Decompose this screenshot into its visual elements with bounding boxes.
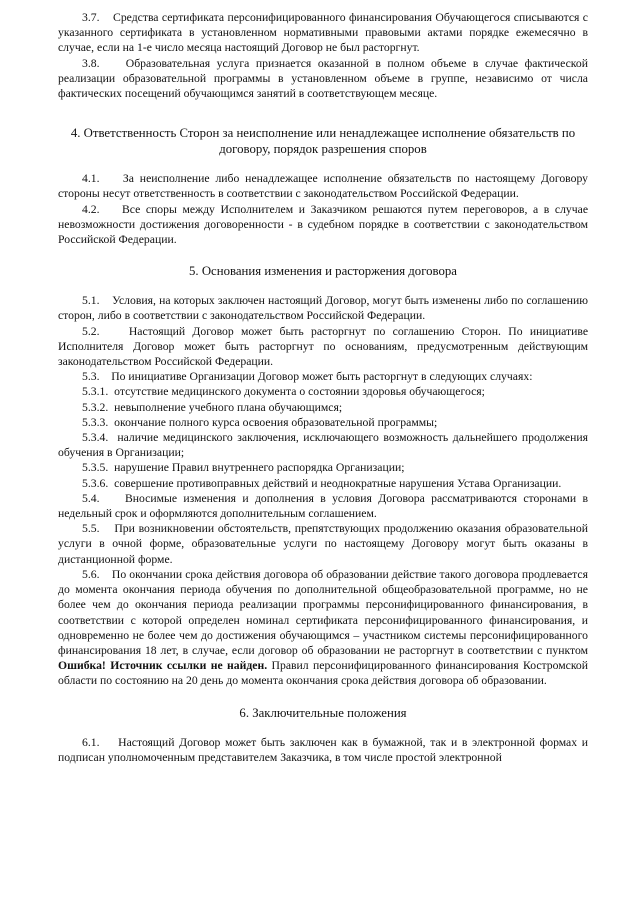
clause-5-3-3: 5.3.3. окончание полного курса освоения образовательной программы; — [82, 415, 438, 429]
clause-5-3-1: 5.3.1. отсутствие медицинского документа о состоянии здоровья обучающегося; — [82, 385, 485, 399]
clause-5-3-2: 5.3.2. невыполнение учебного плана обучающимся; — [82, 400, 343, 414]
clause-4-2: 4.2. Все споры между Исполнителем и Заказчиком решаются путем переговоров, а в случае невозможности достижения договоренности - в судебном порядке в соответствии с законодательством Российской Федерации. — [58, 202, 589, 247]
clause-5-4: 5.4. Вносимые изменения и дополнения в условия Договора рассматриваются сторонами в недельный срок и оформляются дополнительным соглашением. — [58, 491, 588, 521]
clause-5-5: 5.5. При возникновении обстоятельств, препятствующих продолжению оказания образовательной услуги в очной форме, образовательные услуги по настоящему Договору могут быть оказаны в дистанционной форме. — [58, 522, 589, 566]
clause-3-8: 3.8. Образовательная услуга признается оказанной в полном объеме в случае фактической реализации образовательной программы в установленном объеме в группе, независимо от числа фактических посещений обучающимся занятий в соответствующем месяце. — [58, 56, 588, 101]
document-page — [58, 10, 588, 765]
clause-5-2: 5.2. Настоящий Договор может быть расторгнут по соглашению Сторон. По инициативе Исполнителя Договор может быть расторгнут по основаниям, предусмотренным действующим законодательством Российской Федерации. — [58, 324, 589, 369]
section-5-heading: 5. Основания изменения и расторжения договора — [189, 264, 457, 279]
clause-3-7: 3.7. Средства сертификата персонифицированного финансирования Обучающегося списываются с указанного сертификата в установленном нормативными правовыми актами порядке ежемесячно в случае, если на 1-е число месяца настоящий Договор не был расторгнут. — [58, 11, 588, 55]
clause-5-3-4: 5.3.4. наличие медицинского заключения, исключающего возможность дальнейшего продолжения обучения в Организации; — [58, 431, 588, 460]
clause-6-1: 6.1. Настоящий Договор может быть заключен как в бумажной, так и в электронной формах и подписан уполномоченным представителем Заказчика, в том числе простой электронной — [58, 735, 588, 764]
reference-error-text: Ошибка! Источник ссылки не найден. — [58, 659, 268, 673]
clause-4-1: 4.1. За неисполнение либо ненадлежащее исполнение обязательств по настоящему Договору стороны несут ответственность в соответствии с законодательством Российской Федерации. — [58, 172, 588, 201]
section-6-heading: 6. Заключительные положения — [239, 705, 407, 720]
section-4-heading: 4. Ответственность Сторон за неисполнение или ненадлежащее исполнение обязательств по договору, порядок разрешения споров — [70, 126, 576, 157]
clause-5-3-5: 5.3.5. нарушение Правил внутреннего распорядка Организации; — [82, 461, 405, 475]
clause-5-1: 5.1. Условия, на которых заключен настоящий Договор, могут быть изменены либо по соглашению сторон, либо в соответствии с законодательством Российской Федерации. — [58, 294, 589, 323]
clause-5-3: 5.3. По инициативе Организации Договор может быть расторгнут в следующих случаях: — [82, 370, 533, 384]
clause-5-3-6: 5.3.6. совершение противоправных действий и неоднократные нарушения Устава Организации. — [82, 476, 562, 490]
clause-5-6: 5.6. По окончании срока действия договора об образовании действие такого договора продлевается до момента окончания периода обучения по дополнительной общеобразовательной программе, но не более чем до окончания периода реализации программы персонифицированного финансирования, в соответствии с которой определен номинал сертификата персонифицированного финансирования, и одновременно не более чем до достижения обучающимся – участником системы персонифицированного финансирования 18 лет, в случае, если договор об образовании не расторгнут в соответствии с пунктом Ошибка! Источник ссылки не найден. Правил персонифицированного финансирования Костромской области по состоянию на 20 день до момента окончания срока действия договора об образовании. — [58, 567, 589, 688]
